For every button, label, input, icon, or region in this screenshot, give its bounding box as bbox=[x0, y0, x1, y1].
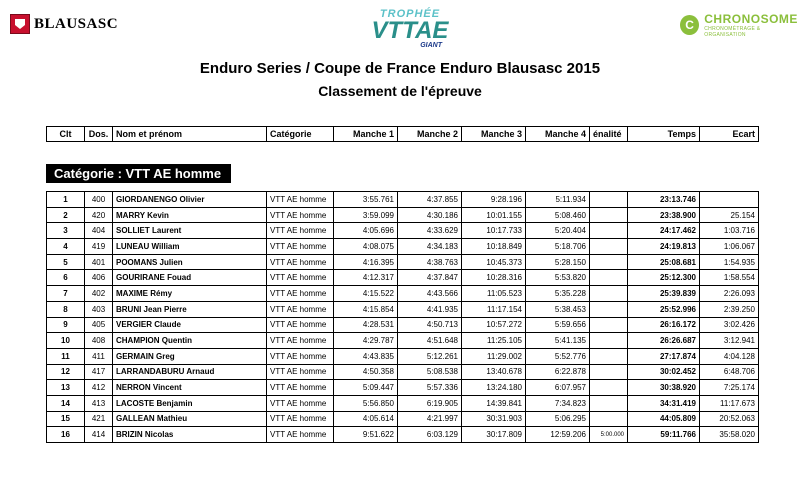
cell-manche-2: 4:34.183 bbox=[398, 239, 462, 255]
cell-manche-3: 10:01.155 bbox=[462, 207, 526, 223]
cell-gap: 4:04.128 bbox=[700, 348, 759, 364]
cell-penalty bbox=[590, 333, 628, 349]
cell-manche-3: 10:57.272 bbox=[462, 317, 526, 333]
cell-category: VTT AE homme bbox=[267, 395, 334, 411]
cell-penalty bbox=[590, 270, 628, 286]
cell-name: MAXIME Rémy bbox=[113, 286, 267, 302]
cell-gap bbox=[700, 192, 759, 208]
cell-category: VTT AE homme bbox=[267, 301, 334, 317]
cell-time: 25:08.681 bbox=[628, 254, 700, 270]
cell-gap: 3:02.426 bbox=[700, 317, 759, 333]
cell-bib: 419 bbox=[85, 239, 113, 255]
cell-name: MARRY Kevin bbox=[113, 207, 267, 223]
table-row bbox=[47, 286, 759, 302]
table-row bbox=[47, 207, 759, 223]
cell-penalty bbox=[590, 192, 628, 208]
cell-manche-3: 11:17.154 bbox=[462, 301, 526, 317]
cell-bib: 404 bbox=[85, 223, 113, 239]
cell-bib: 403 bbox=[85, 301, 113, 317]
cell-manche-4: 5:35.228 bbox=[526, 286, 590, 302]
results-header bbox=[46, 126, 759, 142]
cell-manche-2: 4:50.713 bbox=[398, 317, 462, 333]
cell-time: 30:02.452 bbox=[628, 364, 700, 380]
cell-manche-3: 11:29.002 bbox=[462, 348, 526, 364]
cell-rank: 13 bbox=[47, 380, 85, 396]
cell-time: 23:13.746 bbox=[628, 192, 700, 208]
header-nom: Nom et prénom bbox=[113, 127, 267, 142]
cell-rank: 2 bbox=[47, 207, 85, 223]
cell-manche-2: 4:51.648 bbox=[398, 333, 462, 349]
cell-manche-4: 5:18.706 bbox=[526, 239, 590, 255]
cell-manche-3: 13:40.678 bbox=[462, 364, 526, 380]
header-manche-3: Manche 3 bbox=[462, 127, 526, 142]
cell-penalty bbox=[590, 317, 628, 333]
cell-category: VTT AE homme bbox=[267, 348, 334, 364]
cell-time: 30:38.920 bbox=[628, 380, 700, 396]
table-row bbox=[47, 411, 759, 427]
cell-manche-3: 9:28.196 bbox=[462, 192, 526, 208]
category-banner: Catégorie : VTT AE homme bbox=[46, 164, 231, 183]
cell-manche-1: 3:55.761 bbox=[334, 192, 398, 208]
cell-category: VTT AE homme bbox=[267, 254, 334, 270]
page-subtitle: Classement de l'épreuve bbox=[318, 83, 482, 99]
cell-manche-2: 4:41.935 bbox=[398, 301, 462, 317]
header-temps: Temps bbox=[628, 127, 700, 142]
cell-category: VTT AE homme bbox=[267, 380, 334, 396]
cell-rank: 5 bbox=[47, 254, 85, 270]
cell-manche-3: 30:17.809 bbox=[462, 427, 526, 443]
cell-penalty bbox=[590, 380, 628, 396]
table-row bbox=[47, 301, 759, 317]
cell-gap: 1:03.716 bbox=[700, 223, 759, 239]
cell-time: 26:26.687 bbox=[628, 333, 700, 349]
cell-penalty bbox=[590, 411, 628, 427]
chronosome-name: CHRONOSOME bbox=[704, 12, 798, 26]
table-row bbox=[47, 317, 759, 333]
cell-bib: 406 bbox=[85, 270, 113, 286]
cell-bib: 408 bbox=[85, 333, 113, 349]
cell-name: GERMAIN Greg bbox=[113, 348, 267, 364]
cell-bib: 414 bbox=[85, 427, 113, 443]
cell-bib: 420 bbox=[85, 207, 113, 223]
table-row bbox=[47, 254, 759, 270]
cell-rank: 9 bbox=[47, 317, 85, 333]
cell-rank: 6 bbox=[47, 270, 85, 286]
cell-gap: 7:25.174 bbox=[700, 380, 759, 396]
cell-manche-1: 3:59.099 bbox=[334, 207, 398, 223]
table-row bbox=[47, 427, 759, 443]
cell-name: GALLEAN Mathieu bbox=[113, 411, 267, 427]
cell-name: POOMANS Julien bbox=[113, 254, 267, 270]
header-manche-1: Manche 1 bbox=[334, 127, 398, 142]
header-row bbox=[47, 127, 759, 142]
crest-icon bbox=[10, 14, 30, 34]
cell-rank: 7 bbox=[47, 286, 85, 302]
page-title: Enduro Series / Coupe de France Enduro Blausasc 2015 bbox=[199, 60, 601, 77]
cell-manche-1: 4:08.075 bbox=[334, 239, 398, 255]
giant-logo-text: GIANT bbox=[420, 42, 442, 49]
cell-manche-4: 5:41.135 bbox=[526, 333, 590, 349]
cell-manche-3: 13:24.180 bbox=[462, 380, 526, 396]
cell-manche-2: 4:37.847 bbox=[398, 270, 462, 286]
trophee-logo-text: TROPHÉE bbox=[379, 8, 441, 20]
cell-time: 24:19.813 bbox=[628, 239, 700, 255]
vttae-logo-text: VTTAE bbox=[371, 17, 449, 44]
cell-manche-1: 9:51.622 bbox=[334, 427, 398, 443]
table-row bbox=[47, 348, 759, 364]
cell-manche-4: 7:34.823 bbox=[526, 395, 590, 411]
cell-manche-1: 4:43.835 bbox=[334, 348, 398, 364]
cell-penalty bbox=[590, 207, 628, 223]
cell-manche-3: 11:25.105 bbox=[462, 333, 526, 349]
cell-name: GIORDANENGO Olivier bbox=[113, 192, 267, 208]
cell-category: VTT AE homme bbox=[267, 333, 334, 349]
header-manche-2: Manche 2 bbox=[398, 127, 462, 142]
cell-bib: 413 bbox=[85, 395, 113, 411]
cell-gap: 3:12.941 bbox=[700, 333, 759, 349]
cell-manche-2: 4:30.186 bbox=[398, 207, 462, 223]
cell-manche-4: 5:28.150 bbox=[526, 254, 590, 270]
header-clt: Clt bbox=[47, 127, 85, 142]
cell-gap: 1:54.935 bbox=[700, 254, 759, 270]
table-row bbox=[47, 364, 759, 380]
cell-category: VTT AE homme bbox=[267, 317, 334, 333]
cell-bib: 411 bbox=[85, 348, 113, 364]
cell-gap: 20:52.063 bbox=[700, 411, 759, 427]
cell-category: VTT AE homme bbox=[267, 223, 334, 239]
cell-manche-2: 5:57.336 bbox=[398, 380, 462, 396]
cell-manche-2: 6:03.129 bbox=[398, 427, 462, 443]
table-row bbox=[47, 192, 759, 208]
cell-manche-2: 4:43.566 bbox=[398, 286, 462, 302]
cell-manche-4: 5:11.934 bbox=[526, 192, 590, 208]
cell-manche-1: 4:15.854 bbox=[334, 301, 398, 317]
table-row bbox=[47, 333, 759, 349]
cell-manche-1: 4:28.531 bbox=[334, 317, 398, 333]
cell-time: 25:12.300 bbox=[628, 270, 700, 286]
cell-penalty bbox=[590, 364, 628, 380]
cell-manche-1: 5:09.447 bbox=[334, 380, 398, 396]
cell-rank: 10 bbox=[47, 333, 85, 349]
table-row bbox=[47, 223, 759, 239]
cell-penalty bbox=[590, 223, 628, 239]
cell-manche-4: 6:07.957 bbox=[526, 380, 590, 396]
chronosome-icon: C bbox=[680, 15, 699, 35]
chronosome-logo bbox=[680, 12, 800, 38]
cell-manche-4: 5:53.820 bbox=[526, 270, 590, 286]
cell-bib: 401 bbox=[85, 254, 113, 270]
cell-category: VTT AE homme bbox=[267, 239, 334, 255]
cell-category: VTT AE homme bbox=[267, 427, 334, 443]
cell-time: 27:17.874 bbox=[628, 348, 700, 364]
cell-penalty bbox=[590, 301, 628, 317]
cell-manche-3: 10:45.373 bbox=[462, 254, 526, 270]
cell-name: LARRANDABURU Arnaud bbox=[113, 364, 267, 380]
cell-manche-2: 5:12.261 bbox=[398, 348, 462, 364]
cell-category: VTT AE homme bbox=[267, 411, 334, 427]
cell-gap: 25.154 bbox=[700, 207, 759, 223]
cell-gap: 6:48.706 bbox=[700, 364, 759, 380]
cell-bib: 405 bbox=[85, 317, 113, 333]
trophee-vttae-logo bbox=[360, 8, 460, 49]
cell-name: SOLLIET Laurent bbox=[113, 223, 267, 239]
cell-rank: 3 bbox=[47, 223, 85, 239]
cell-name: GOURIRANE Fouad bbox=[113, 270, 267, 286]
cell-penalty bbox=[590, 254, 628, 270]
cell-name: CHAMPION Quentin bbox=[113, 333, 267, 349]
cell-manche-2: 6:19.905 bbox=[398, 395, 462, 411]
cell-manche-3: 30:31.903 bbox=[462, 411, 526, 427]
cell-rank: 12 bbox=[47, 364, 85, 380]
cell-category: VTT AE homme bbox=[267, 207, 334, 223]
cell-manche-1: 4:16.395 bbox=[334, 254, 398, 270]
cell-category: VTT AE homme bbox=[267, 192, 334, 208]
cell-manche-3: 14:39.841 bbox=[462, 395, 526, 411]
table-row bbox=[47, 239, 759, 255]
cell-gap: 11:17.673 bbox=[700, 395, 759, 411]
table-row bbox=[47, 395, 759, 411]
cell-time: 34:31.419 bbox=[628, 395, 700, 411]
cell-time: 25:39.839 bbox=[628, 286, 700, 302]
cell-bib: 412 bbox=[85, 380, 113, 396]
cell-rank: 11 bbox=[47, 348, 85, 364]
cell-time: 24:17.462 bbox=[628, 223, 700, 239]
cell-name: BRUNI Jean Pierre bbox=[113, 301, 267, 317]
cell-gap: 35:58.020 bbox=[700, 427, 759, 443]
cell-penalty bbox=[590, 286, 628, 302]
cell-manche-2: 4:21.997 bbox=[398, 411, 462, 427]
cell-rank: 1 bbox=[47, 192, 85, 208]
cell-manche-3: 11:05.523 bbox=[462, 286, 526, 302]
cell-manche-1: 4:05.614 bbox=[334, 411, 398, 427]
cell-penalty bbox=[590, 239, 628, 255]
header-penalite: énalité bbox=[590, 127, 628, 142]
cell-bib: 400 bbox=[85, 192, 113, 208]
cell-rank: 16 bbox=[47, 427, 85, 443]
cell-category: VTT AE homme bbox=[267, 270, 334, 286]
cell-manche-2: 4:33.629 bbox=[398, 223, 462, 239]
cell-name: LACOSTE Benjamin bbox=[113, 395, 267, 411]
cell-name: BRIZIN Nicolas bbox=[113, 427, 267, 443]
cell-manche-2: 5:08.538 bbox=[398, 364, 462, 380]
cell-gap: 1:58.554 bbox=[700, 270, 759, 286]
cell-manche-2: 4:38.763 bbox=[398, 254, 462, 270]
cell-rank: 4 bbox=[47, 239, 85, 255]
cell-bib: 421 bbox=[85, 411, 113, 427]
cell-manche-3: 10:28.316 bbox=[462, 270, 526, 286]
table-row bbox=[47, 270, 759, 286]
cell-manche-4: 5:52.776 bbox=[526, 348, 590, 364]
cell-manche-1: 4:50.358 bbox=[334, 364, 398, 380]
cell-time: 59:11.766 bbox=[628, 427, 700, 443]
cell-manche-4: 12:59.206 bbox=[526, 427, 590, 443]
cell-name: VERGIER Claude bbox=[113, 317, 267, 333]
cell-category: VTT AE homme bbox=[267, 286, 334, 302]
cell-time: 25:52.996 bbox=[628, 301, 700, 317]
cell-time: 44:05.809 bbox=[628, 411, 700, 427]
cell-gap: 2:26.093 bbox=[700, 286, 759, 302]
cell-time: 26:16.172 bbox=[628, 317, 700, 333]
chronosome-sub: CHRONOMÉTRAGE & ORGANISATION bbox=[704, 26, 761, 38]
cell-gap: 2:39.250 bbox=[700, 301, 759, 317]
cell-manche-3: 10:18.849 bbox=[462, 239, 526, 255]
cell-manche-1: 4:15.522 bbox=[334, 286, 398, 302]
header-ecart: Ecart bbox=[700, 127, 759, 142]
cell-time: 23:38.900 bbox=[628, 207, 700, 223]
results-table bbox=[46, 191, 759, 443]
cell-manche-2: 4:37.855 bbox=[398, 192, 462, 208]
cell-manche-4: 5:38.453 bbox=[526, 301, 590, 317]
cell-manche-1: 4:29.787 bbox=[334, 333, 398, 349]
header-dos: Dos. bbox=[85, 127, 113, 142]
cell-rank: 15 bbox=[47, 411, 85, 427]
cell-category: VTT AE homme bbox=[267, 364, 334, 380]
cell-penalty: 5:00.000 bbox=[590, 427, 628, 443]
cell-manche-1: 4:05.696 bbox=[334, 223, 398, 239]
cell-bib: 417 bbox=[85, 364, 113, 380]
cell-manche-4: 5:06.295 bbox=[526, 411, 590, 427]
cell-manche-1: 5:56.850 bbox=[334, 395, 398, 411]
cell-manche-4: 5:20.404 bbox=[526, 223, 590, 239]
header-manche-4: Manche 4 bbox=[526, 127, 590, 142]
cell-penalty bbox=[590, 395, 628, 411]
cell-manche-4: 5:59.656 bbox=[526, 317, 590, 333]
cell-penalty bbox=[590, 348, 628, 364]
cell-manche-4: 6:22.878 bbox=[526, 364, 590, 380]
cell-bib: 402 bbox=[85, 286, 113, 302]
cell-gap: 1:06.067 bbox=[700, 239, 759, 255]
cell-manche-1: 4:12.317 bbox=[334, 270, 398, 286]
blausasc-logo-text: BLAUSASC bbox=[34, 15, 119, 32]
blausasc-logo bbox=[10, 14, 118, 34]
cell-manche-4: 5:08.460 bbox=[526, 207, 590, 223]
cell-rank: 8 bbox=[47, 301, 85, 317]
header-categorie: Catégorie bbox=[267, 127, 334, 142]
cell-name: LUNEAU William bbox=[113, 239, 267, 255]
cell-rank: 14 bbox=[47, 395, 85, 411]
table-row bbox=[47, 380, 759, 396]
cell-name: NERRON Vincent bbox=[113, 380, 267, 396]
cell-manche-3: 10:17.733 bbox=[462, 223, 526, 239]
